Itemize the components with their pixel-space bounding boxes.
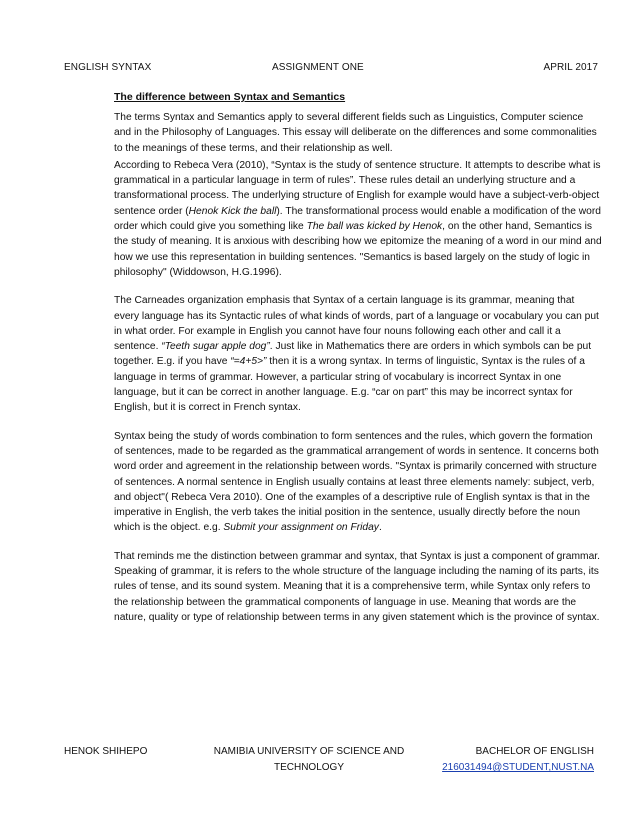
document-body (114, 90, 602, 627)
footer-program (442, 744, 594, 776)
example-active: Henok Kick the ball (188, 205, 277, 217)
example-math: “=4+5>” (230, 356, 267, 368)
header-course: ENGLISH SYNTAX (64, 62, 152, 73)
footer-email-link[interactable]: 216031494@STUDENT,NUST.NA (442, 762, 594, 773)
page-header (64, 62, 598, 78)
footer-degree: BACHELOR OF ENGLISH (475, 746, 594, 757)
header-date: APRIL 2017 (543, 62, 598, 73)
example-imperative: Submit your assignment on Friday (223, 522, 379, 534)
example-passive: The ball was kicked by Henok (306, 221, 443, 233)
document-title: The difference between Syntax and Semantics (114, 91, 346, 103)
example-nouns: “Teeth sugar apple dog” (161, 341, 270, 353)
paragraph-intro: The terms Syntax and Semantics apply to several different fields such as Linguistics, Computer science and in the Philosophy of Languages. This essay will deliberate on the differences and some commonalities to the meanings of these terms, and their relationship as well. (114, 112, 597, 154)
footer-author: HENOK SHIHEPO (64, 746, 148, 757)
paragraph-carneades: The Carneades organization emphasis that Syntax of a certain language is its grammar, meaning that every language has its Syntactic rules of what kinds of words, part of a language or vocabulary you can put in what order. For example in English you cannot have four nouns following each other and call it a sentence. “Teeth sugar apple dog”. Just like in Mathematics there are orders in which symbols can be put together. E.g. if you have “=4+5>” then it is a wrong syntax. In terms of linguistic, Syntax is the rules of a language in terms of grammar. However, a particular string of vocabulary is incorrect Syntax in one language, but it can be correct in another language. E.g. “car on part” this may be incorrect syntax for English, but it is correct in French syntax. (114, 295, 599, 414)
footer-institution: NAMIBIA UNIVERSITY OF SCIENCE AND TECHNOLOGY (213, 746, 405, 773)
paragraph-grammar-vs-syntax: That reminds me the distinction between grammar and syntax, that Syntax is just a component of grammar. Speaking of grammar, it is refers to the whole structure of the language including the naming of its parts, its rules of tense, and its sound system. Meaning that it is a comprehensive term, while Syntax only refers to the relationship between the grammatical components of language in use. Meaning that words are the nature, quality or type of relationship between terms in any given statement which is the province of syntax. (114, 550, 600, 623)
paragraph-definition: According to Rebeca Vera (2010), “Syntax is the study of sentence structure. It attempts to describe what is grammatical in a particular language in term of rules”. These rules detail an underlying structure and a transformational process. The underlying structure of English for example would have a subject-verb-object sentence order (Henok Kick the ball). The transformational process would enable a modification of the word order which could give you something like The ball was kicked by Henok, on the other hand, Semantics is the study of meaning. It is anxious with describing how we epitomize the meaning of a word in our mind and how we use this representation in building sentences. "Semantics is based largely on the study of logic in philosophy" (Widdowson, H.G.1996). (114, 159, 602, 278)
header-assignment: ASSIGNMENT ONE (272, 62, 364, 73)
paragraph-word-combination: Syntax being the study of words combination to form sentences and the rules, which govern the formation of sentences, made to be regarded as the grammatical arrangement of words in sentence. It concerns both word order and agreement in the relationship between words. "Syntax is primarily concerned with structure of sentences. A normal sentence in English usually contains at least three elements namely: subject, verb, and object"( Rebeca Vera 2010). One of the examples of a descriptive rule of English syntax is that in the imperative in English, the verb takes the initial position in the sentence, usually directly before the noun which is the object. e.g. Submit your assignment on Friday. (114, 430, 599, 534)
